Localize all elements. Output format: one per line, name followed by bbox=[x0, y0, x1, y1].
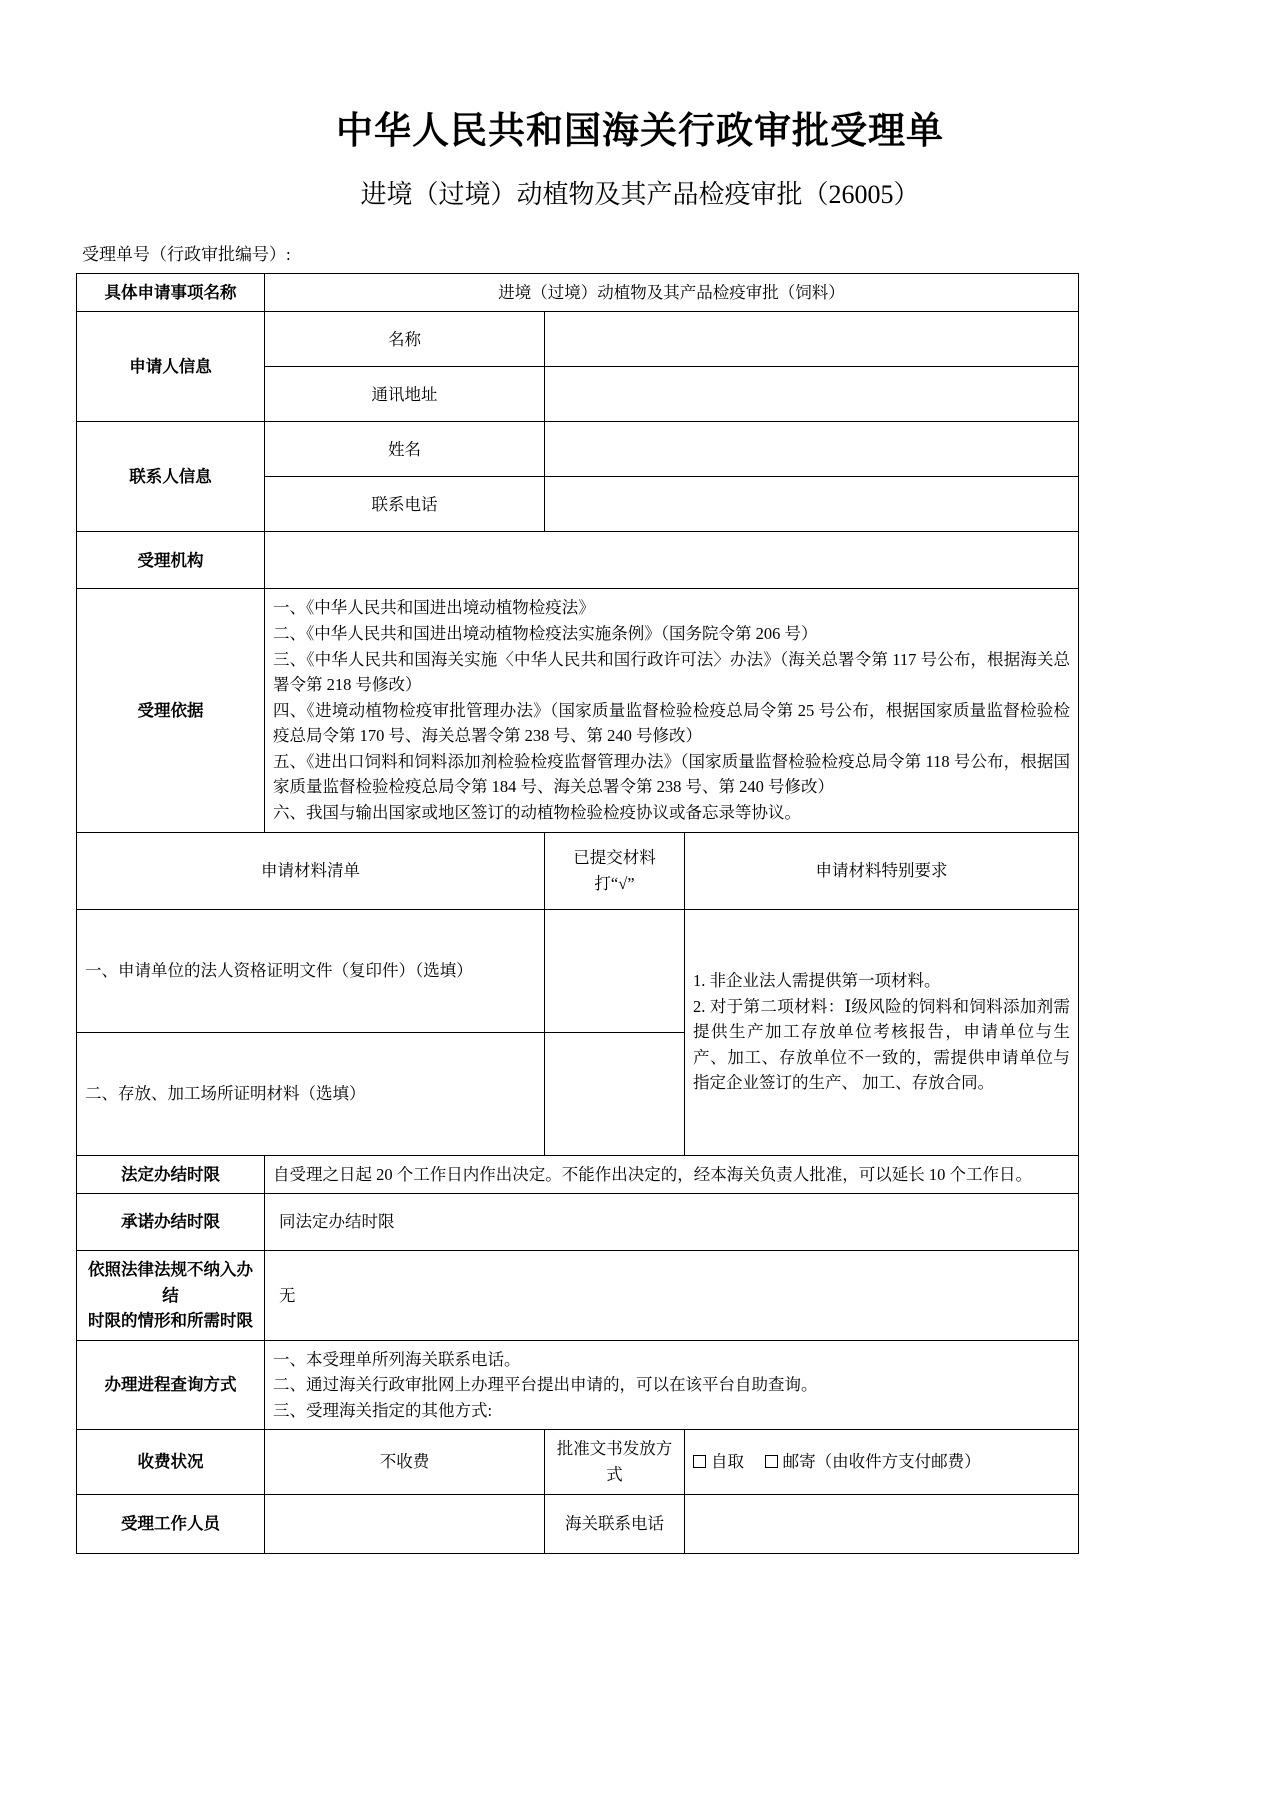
customs-phone-field[interactable] bbox=[685, 1494, 1079, 1553]
customs-phone-label: 海关联系电话 bbox=[545, 1494, 685, 1553]
legal-basis-item-4: 四、《进境动植物检疫审批管理办法》（国家质量监督检验检疫总局令第 25 号公布，根据国家质量监督检验检疫总局令第 170 号、海关总署令第 238 号、第 240 号修改） bbox=[273, 700, 1071, 746]
table-row-excluded-period bbox=[77, 1251, 1079, 1341]
materials-special-header: 申请材料特别要求 bbox=[685, 832, 1079, 909]
table-row-progress-query bbox=[77, 1340, 1079, 1430]
staff-label: 受理工作人员 bbox=[77, 1494, 265, 1553]
excluded-period-label-line2: 时限的情形和所需时限 bbox=[88, 1311, 253, 1331]
material-special-requirements bbox=[685, 909, 1079, 1155]
table-row-statutory-deadline bbox=[77, 1155, 1079, 1194]
legal-basis-item-2: 二、《中华人民共和国进出境动植物检疫法实施条例》（国务院令第 206 号） bbox=[273, 624, 818, 644]
statutory-deadline-label: 法定办结时限 bbox=[77, 1155, 265, 1194]
promised-deadline-value: 同法定办结时限 bbox=[265, 1194, 1079, 1251]
staff-field[interactable] bbox=[265, 1494, 545, 1553]
table-row-materials-header bbox=[77, 832, 1079, 909]
table-row-item-name bbox=[77, 273, 1079, 312]
applicant-name-field[interactable] bbox=[545, 312, 1079, 367]
table-row-contact-name bbox=[77, 422, 1079, 477]
legal-basis-label: 受理依据 bbox=[77, 589, 265, 832]
applicant-address-label: 通讯地址 bbox=[265, 367, 545, 422]
contact-phone-label: 联系电话 bbox=[265, 477, 545, 532]
excluded-period-value: 无 bbox=[265, 1251, 1079, 1341]
table-row-agency bbox=[77, 532, 1079, 589]
excluded-period-label bbox=[77, 1251, 265, 1341]
table-row-promised-deadline bbox=[77, 1194, 1079, 1251]
material-item-2-name: 二、存放、加工场所证明材料（选填） bbox=[77, 1032, 545, 1155]
fee-status-value: 不收费 bbox=[265, 1430, 545, 1494]
materials-submitted-header bbox=[545, 832, 685, 909]
contact-name-label: 姓名 bbox=[265, 422, 545, 477]
special-requirement-1: 1. 非企业法人需提供第一项材料。 bbox=[693, 971, 941, 991]
applicant-address-field[interactable] bbox=[545, 367, 1079, 422]
delivery-option-pickup[interactable] bbox=[693, 1449, 744, 1475]
progress-query-line-1: 一、本受理单所列海关联系电话。 bbox=[273, 1349, 521, 1369]
contact-name-field[interactable] bbox=[545, 422, 1079, 477]
materials-list-header: 申请材料清单 bbox=[77, 832, 545, 909]
progress-query-content bbox=[265, 1340, 1079, 1430]
delivery-option-mail-label: 邮寄（由收件方支付邮费） bbox=[782, 1452, 981, 1472]
progress-query-label: 办理进程查询方式 bbox=[77, 1340, 265, 1430]
material-item-2-checkbox[interactable] bbox=[545, 1032, 685, 1155]
item-name-value[interactable]: 进境（过境）动植物及其产品检疫审批（饲料） bbox=[265, 273, 1079, 312]
delivery-option-mail[interactable] bbox=[765, 1449, 981, 1475]
contact-phone-field[interactable] bbox=[545, 477, 1079, 532]
progress-query-line-3: 三、受理海关指定的其他方式: bbox=[273, 1400, 493, 1420]
checkbox-pickup-icon[interactable] bbox=[693, 1455, 706, 1468]
materials-submitted-header-line2: 打“√” bbox=[594, 873, 635, 893]
legal-basis-content bbox=[265, 589, 1079, 832]
delivery-method-options bbox=[685, 1430, 1079, 1494]
item-name-label: 具体申请事项名称 bbox=[77, 273, 265, 312]
special-requirement-2: 2. 对于第二项材料：Ⅰ级风险的饲料和饲料添加剂需提供生产加工存放单位考核报告，申请单位与生产、加工、存放单位不一致的，需提供申请单位与指定企业签订的生产、 加工、存放合同。 bbox=[693, 996, 1071, 1093]
table-row-material-1 bbox=[77, 909, 1079, 1032]
agency-field[interactable] bbox=[265, 532, 1079, 589]
applicant-info-label: 申请人信息 bbox=[77, 312, 265, 422]
legal-basis-item-1: 一、《中华人民共和国进出境动植物检疫法》 bbox=[273, 598, 595, 618]
legal-basis-item-6: 六、我国与输出国家或地区签订的动植物检验检疫协议或备忘录等协议。 bbox=[273, 802, 801, 822]
legal-basis-item-3: 三、《中华人民共和国海关实施〈中华人民共和国行政许可法〉办法》（海关总署令第 117 号公布，根据海关总署令第 218 号修改） bbox=[273, 649, 1071, 695]
material-item-1-name: 一、申请单位的法人资格证明文件（复印件）（选填） bbox=[77, 909, 545, 1032]
page-subtitle: 进境（过境）动植物及其产品检疫审批（26005） bbox=[360, 180, 920, 210]
delivery-option-pickup-label: 自取 bbox=[711, 1452, 744, 1472]
delivery-method-label: 批准文书发放方式 bbox=[545, 1430, 685, 1494]
table-row-staff bbox=[77, 1494, 1079, 1553]
promised-deadline-label: 承诺办结时限 bbox=[77, 1194, 265, 1251]
receipt-number-label: 受理单号（行政审批编号）: bbox=[82, 244, 291, 264]
progress-query-line-2: 二、通过海关行政审批网上办理平台提出申请的，可以在该平台自助查询。 bbox=[273, 1375, 818, 1395]
table-row-applicant-name bbox=[77, 312, 1079, 367]
checkbox-mail-icon[interactable] bbox=[765, 1455, 778, 1468]
materials-submitted-header-line1: 已提交材料 bbox=[573, 847, 656, 867]
material-item-1-checkbox[interactable] bbox=[545, 909, 685, 1032]
contact-info-label: 联系人信息 bbox=[77, 422, 265, 532]
fee-status-label: 收费状况 bbox=[77, 1430, 265, 1494]
page-title: 中华人民共和国海关行政审批受理单 bbox=[336, 111, 944, 152]
table-row-legal-basis bbox=[77, 589, 1079, 832]
table-row-fees bbox=[77, 1430, 1079, 1494]
excluded-period-label-line1: 依照法律法规不纳入办结 bbox=[88, 1260, 253, 1305]
applicant-name-label: 名称 bbox=[265, 312, 545, 367]
legal-basis-item-5: 五、《进出口饲料和饲料添加剂检验检疫监督管理办法》（国家质量监督检验检疫总局令第 118 号公布，根据国家质量监督检验检疫总局令第 184 号、海关总署令第 238 号、第 240 号修改） bbox=[273, 751, 1071, 797]
agency-label: 受理机构 bbox=[77, 532, 265, 589]
statutory-deadline-value: 自受理之日起 20 个工作日内作出决定。不能作出决定的，经本海关负责人批准，可以延长 10 个工作日。 bbox=[265, 1155, 1079, 1194]
approval-form-table bbox=[76, 273, 1079, 1554]
